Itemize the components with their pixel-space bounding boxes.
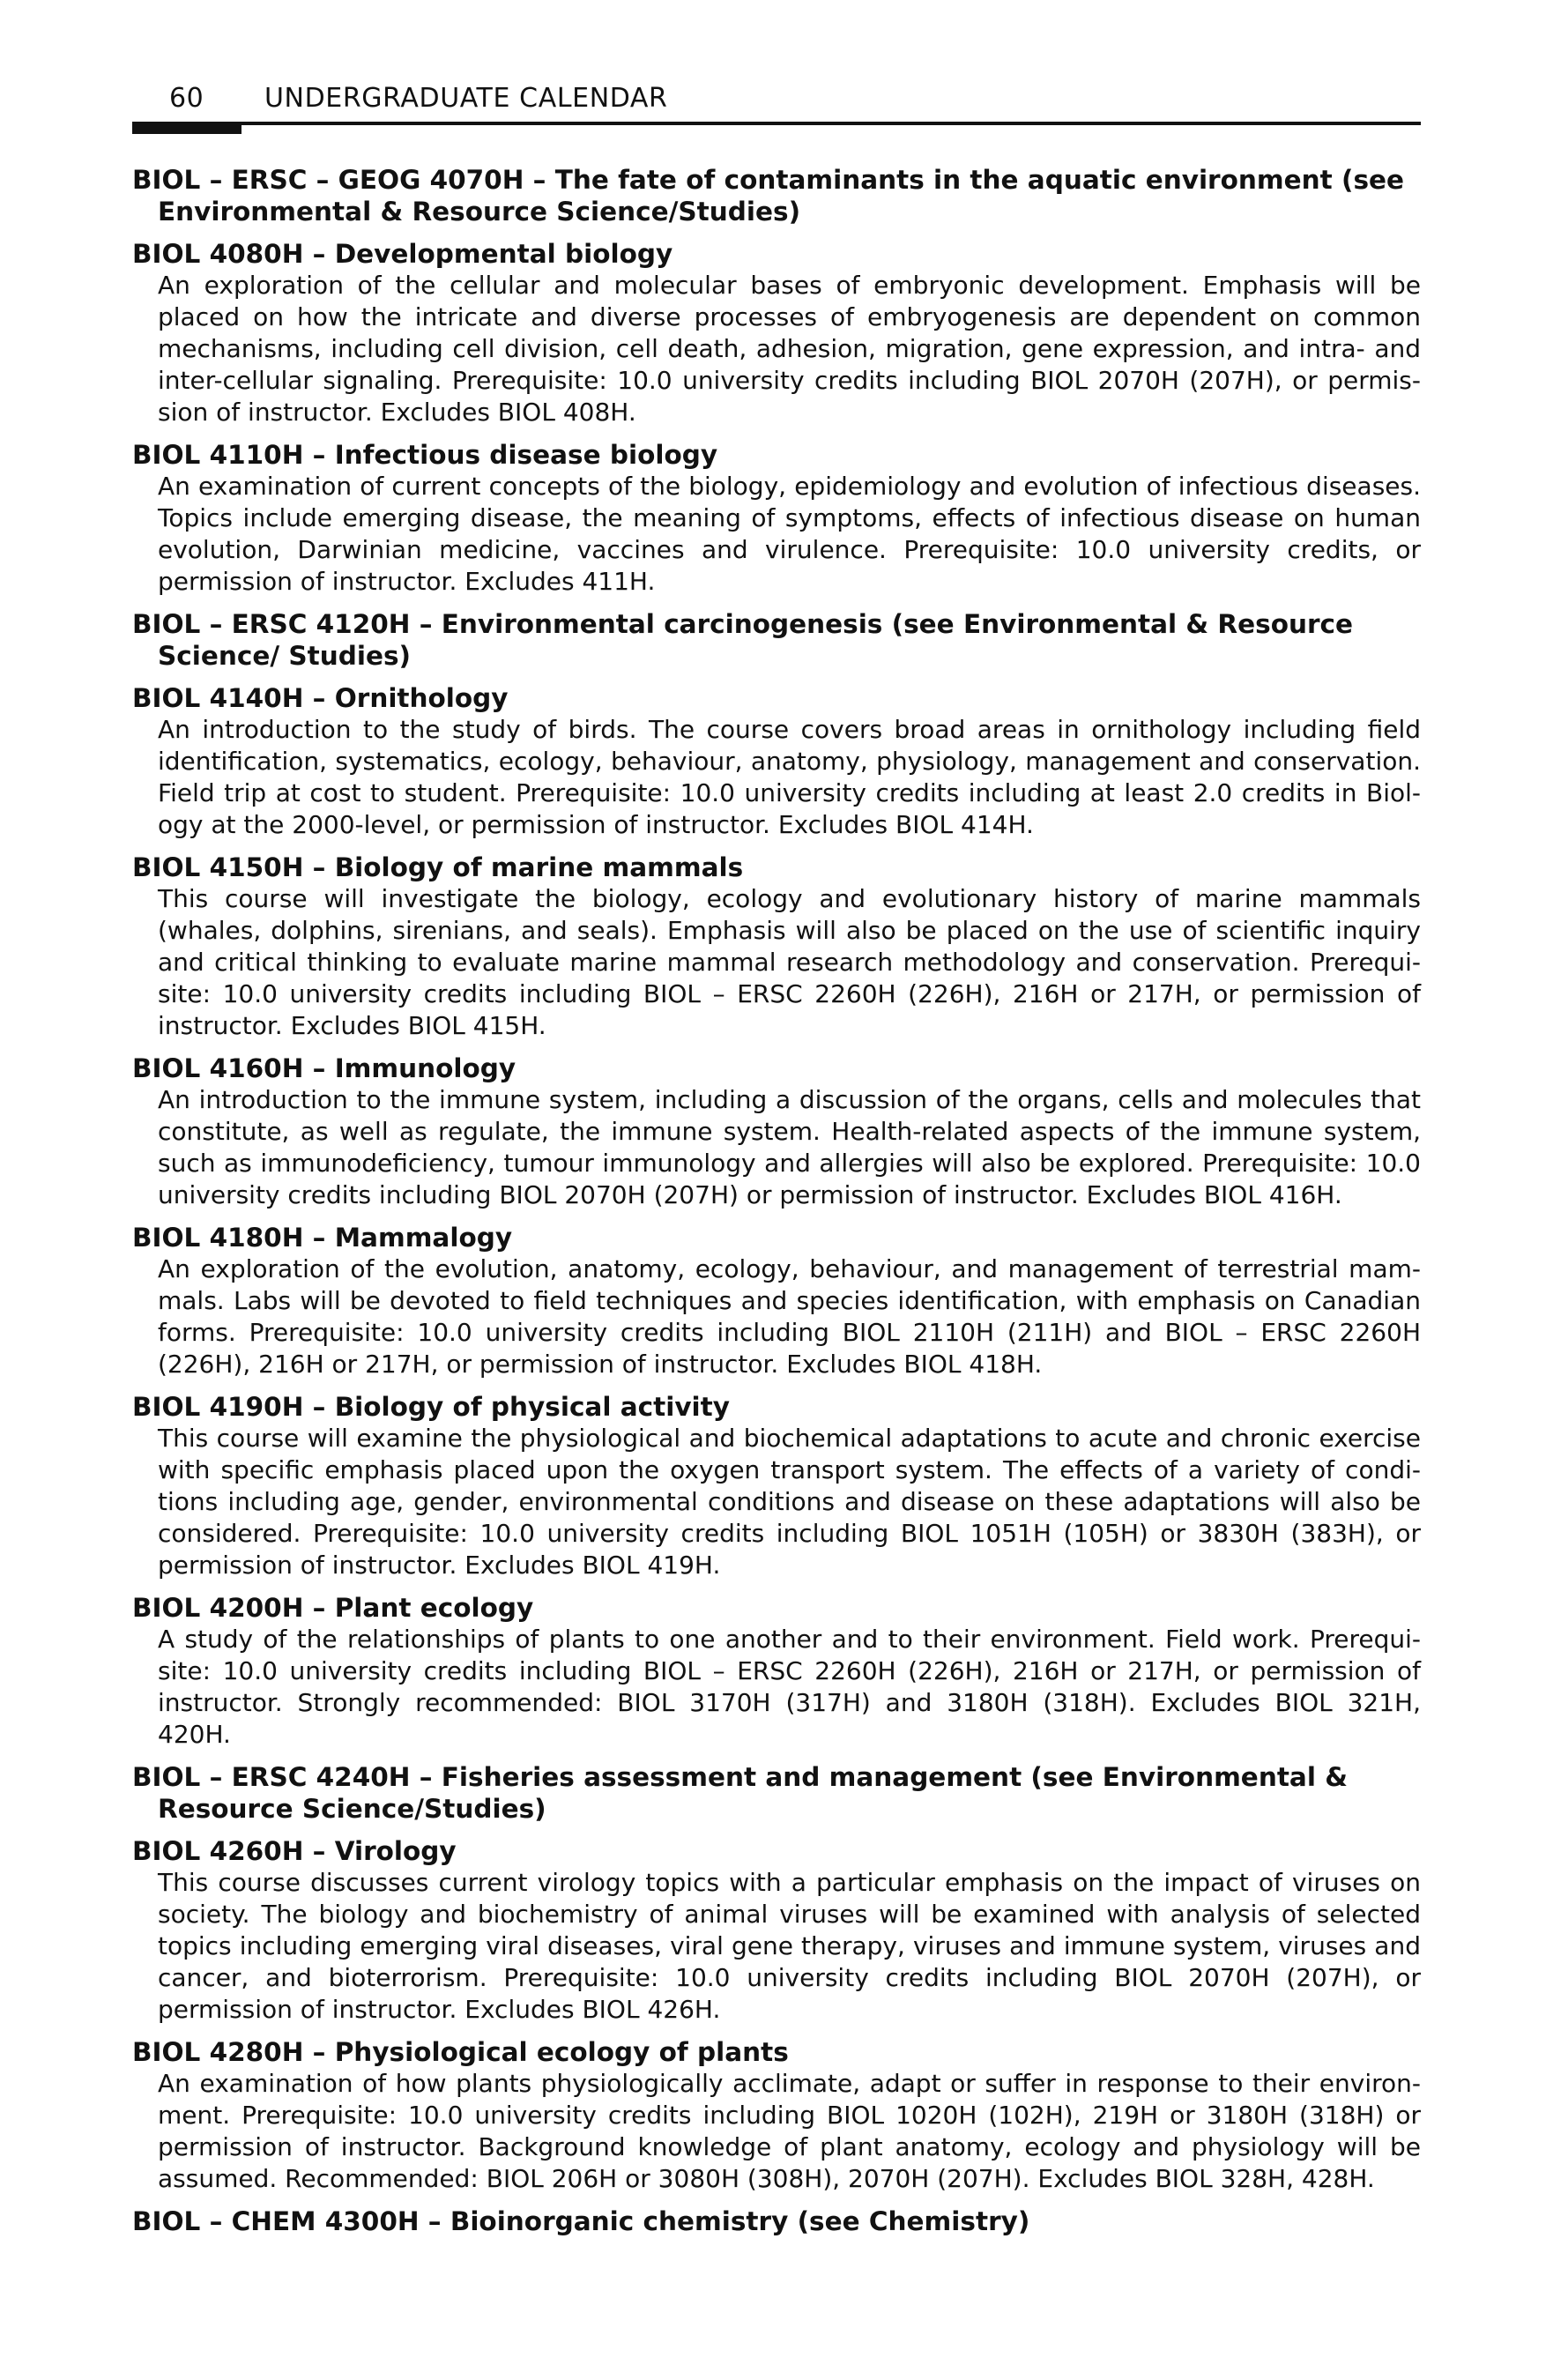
course-heading: BIOL 4110H – Infectious disease biology bbox=[132, 440, 718, 470]
course-heading: BIOL 4190H – Biology of physical activity bbox=[132, 1392, 730, 1422]
course-description: A study of the relationships of plants to one another and to their environment. Field work. Prerequisite: 10.0 university credits including BIOL – ERSC 2260H (226H), 216H or 217H, or permission of instructor. Strongly recommended: BIOL 3170H (317H) and 3180H (318H). Excludes BIOL 321H, 420H. bbox=[158, 1625, 1421, 1749]
course-entry bbox=[132, 608, 1421, 672]
course-entry bbox=[132, 1222, 1421, 1380]
running-title: UNDERGRADUATE CALENDAR bbox=[264, 83, 668, 114]
course-entry bbox=[132, 238, 1421, 428]
course-entry bbox=[132, 1391, 1421, 1581]
course-description: This course discusses current virology topics with a particular emphasis on the impact of viruses on society. The biology and biochemistry of animal viruses will be examined with analysis of selected topics including emerging viral diseases, viral gene therapy, viruses and immune system, viruses and cancer, and bioterrorism. Prerequisite: 10.0 university credits including BIOL 2070H (207H), or permission of instructor. Excludes BIOL 426H. bbox=[158, 1868, 1421, 2024]
course-entry bbox=[132, 1052, 1421, 1211]
course-description: An introduction to the study of birds. The course covers broad areas in ornithology including field identification, systematics, ecology, behaviour, anatomy, physiology, management and conservation. Field trip at cost to student. Prerequisite: 10.0 university credits including at least 2.0 credits in Biology at the 2000-level, or permission of instructor. Excludes BIOL 414H. bbox=[158, 715, 1421, 839]
page-number: 60 bbox=[169, 83, 204, 114]
header-rule-accent bbox=[132, 122, 241, 134]
course-entry bbox=[132, 2205, 1421, 2237]
course-heading: BIOL 4200H – Plant ecology bbox=[132, 1593, 534, 1623]
course-heading: BIOL 4260H – Virology bbox=[132, 1836, 457, 1866]
header-rule bbox=[132, 122, 1421, 125]
course-heading: BIOL 4280H – Physiological ecology of plants bbox=[132, 2037, 789, 2067]
course-heading: BIOL 4180H – Mammalogy bbox=[132, 1223, 513, 1253]
course-heading: BIOL – CHEM 4300H – Bioinorganic chemistry (see Chemistry) bbox=[132, 2206, 1030, 2236]
course-description: An exploration of the evolution, anatomy, ecology, behaviour, and management of terrestrial mammals. Labs will be devoted to field techniques and species identification, with emphasis on Canadian forms. Prerequisite: 10.0 university credits including BIOL 2110H (211H) and BIOL – ERSC 2260H (226H), 216H or 217H, or permission of instructor. Excludes BIOL 418H. bbox=[158, 1254, 1421, 1379]
course-entry bbox=[132, 852, 1421, 1042]
course-description: An examination of how plants physiologically acclimate, adapt or suffer in response to their environment. Prerequisite: 10.0 university credits including BIOL 1020H (102H), 219H or 3180H (318H) or permission of instructor. Background knowledge of plant anatomy, ecology and physiology will be assumed. Recommended: BIOL 206H or 3080H (308H), 2070H (207H). Excludes BIOL 328H, 428H. bbox=[158, 2069, 1421, 2193]
course-entry bbox=[132, 1761, 1421, 1825]
course-entry bbox=[132, 1835, 1421, 2026]
course-entry bbox=[132, 1592, 1421, 1751]
course-heading: BIOL 4140H – Ornithology bbox=[132, 683, 509, 713]
course-entry bbox=[132, 439, 1421, 598]
course-description: An introduction to the immune system, including a discussion of the organs, cells and molecules that constitute, as well as regulate, the immune system. Health-related aspects of the immune system, such as immunodeficiency, tumour immunology and allergies will also be explored. Prerequisite: 10.0 university credits including BIOL 2070H (207H) or permission of instructor. Excludes BIOL 416H. bbox=[158, 1085, 1421, 1209]
course-list bbox=[132, 130, 1421, 2237]
course-entry bbox=[132, 682, 1421, 841]
course-entry bbox=[132, 164, 1421, 227]
course-description: This course will examine the physiological and biochemical adaptations to acute and chronic exercise with specific emphasis placed upon the oxygen transport system. The effects of a variety of conditions including age, gender, environmental conditions and disease on these adaptations will also be considered. Prerequisite: 10.0 university credits including BIOL 1051H (105H) or 3830H (383H), or permission of instructor. Excludes BIOL 419H. bbox=[158, 1424, 1421, 1580]
course-description: This course will investigate the biology, ecology and evolutionary history of marine mammals (whales, dolphins, sirenians, and seals). Emphasis will also be placed on the use of scientific inquiry and critical thinking to evaluate marine mammal research methodology and conservation. Prerequisite: 10.0 university credits including BIOL – ERSC 2260H (226H), 216H or 217H, or permission of instructor. Excludes BIOL 415H. bbox=[158, 884, 1421, 1040]
course-heading: BIOL 4150H – Biology of marine mammals bbox=[132, 852, 744, 882]
course-description: An examination of current concepts of the biology, epidemiology and evolution of infectious diseases. Topics include emerging disease, the meaning of symptoms, effects of infectious disease on human evolution, Darwinian medicine, vaccines and virulence. Prerequisite: 10.0 university credits, or permission of instructor. Excludes 411H. bbox=[158, 472, 1421, 596]
course-description: An exploration of the cellular and molecular bases of embryonic development. Emphasis will be placed on how the intricate and diverse processes of embryogenesis are dependent on common mechanisms, including cell division, cell death, adhesion, migration, gene expression, and intra- and inter-cellular signaling. Prerequisite: 10.0 university credits including BIOL 2070H (207H), or permission of instructor. Excludes BIOL 408H. bbox=[158, 271, 1421, 427]
running-header bbox=[132, 0, 1421, 130]
course-heading: BIOL 4080H – Developmental biology bbox=[132, 239, 673, 269]
course-heading: BIOL – ERSC 4240H – Fisheries assessment and management (see Environmental & Resource Science/Studies) bbox=[132, 1762, 1348, 1824]
course-entry bbox=[132, 2036, 1421, 2195]
course-heading: BIOL – ERSC – GEOG 4070H – The fate of contaminants in the aquatic environment (see Environmental & Resource Science/Studies) bbox=[132, 165, 1405, 227]
course-heading: BIOL – ERSC 4120H – Environmental carcinogenesis (see Environmental & Resource Science/ Studies) bbox=[132, 609, 1354, 671]
calendar-page bbox=[132, 0, 1421, 2248]
course-heading: BIOL 4160H – Immunology bbox=[132, 1053, 516, 1083]
